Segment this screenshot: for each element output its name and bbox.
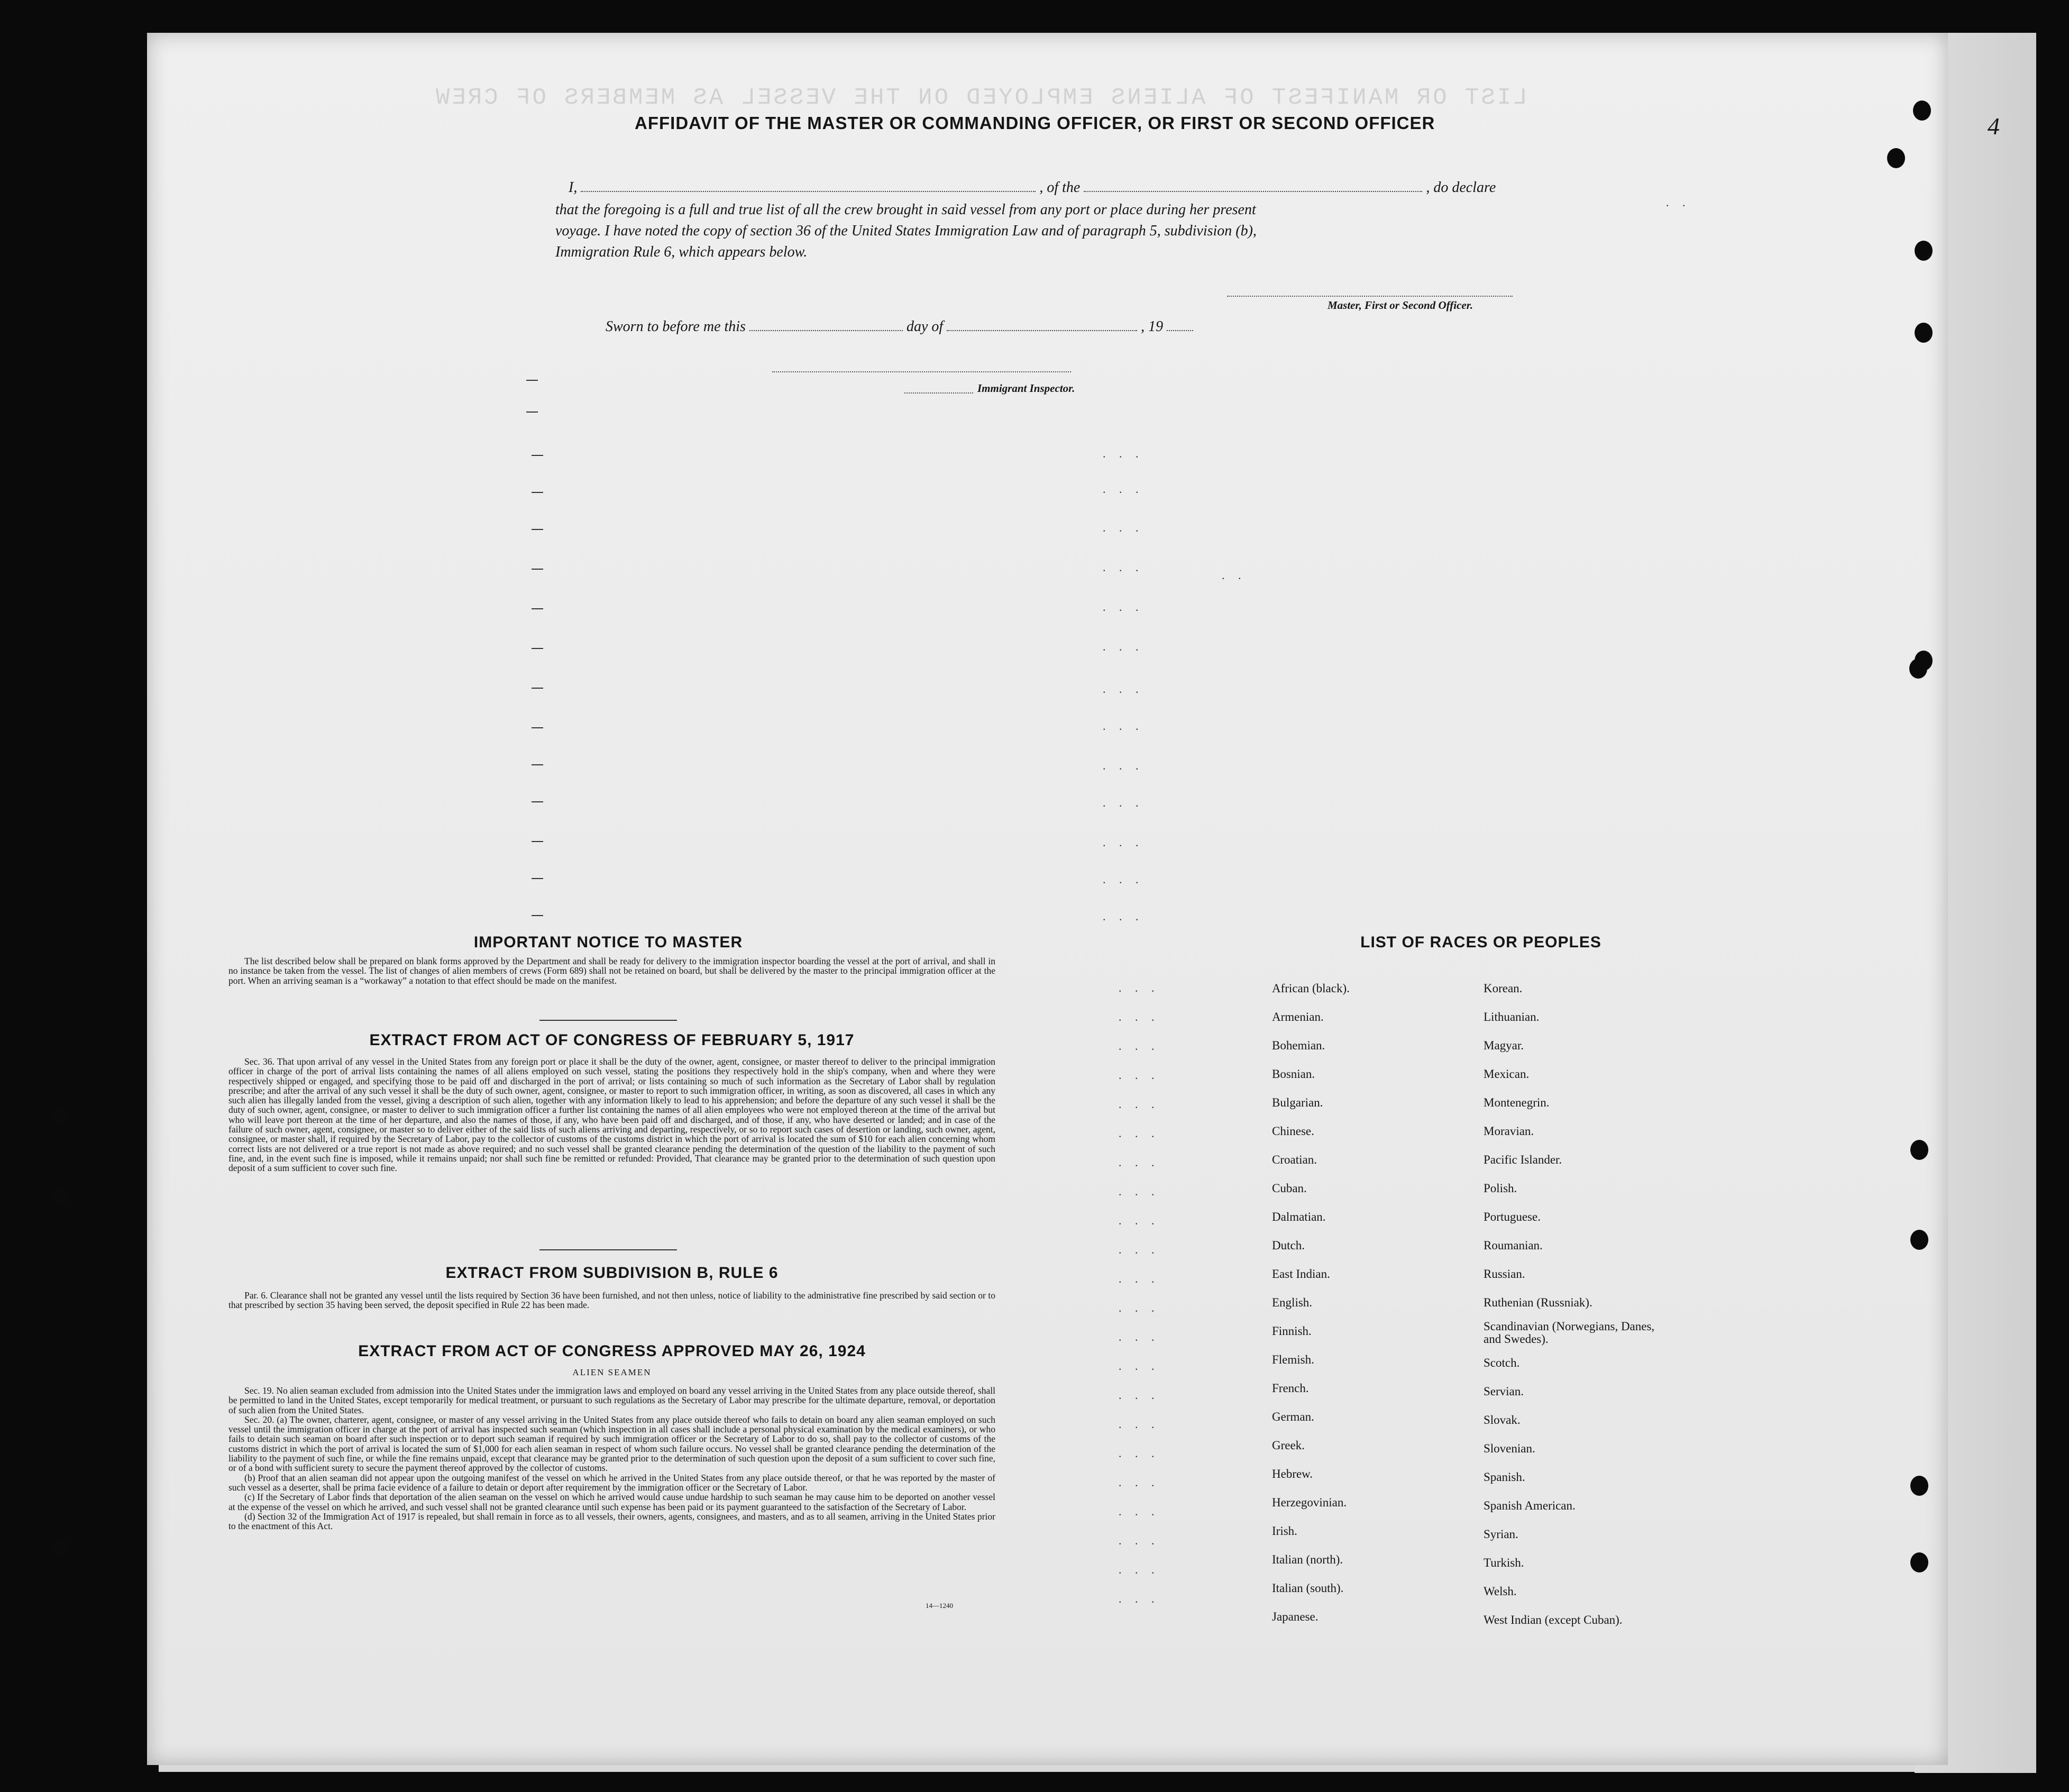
race-item: Syrian. xyxy=(1484,1528,1518,1541)
dot-marks: . . . xyxy=(1119,1068,1160,1082)
race-item: Dutch. xyxy=(1272,1239,1305,1252)
binder-hole xyxy=(52,1537,70,1557)
race-item: Moravian. xyxy=(1484,1124,1534,1138)
dot-marks: . . . xyxy=(1119,1098,1160,1111)
race-item: English. xyxy=(1272,1296,1313,1309)
extract-1917-title: EXTRACT FROM ACT OF CONGRESS OF FEBRUARY 5, 1917 xyxy=(369,1031,855,1049)
affidavit-line-3: voyage. I have noted the copy of section 36 of the United States Immigration Law and of paragraph 5, subdivision (b), xyxy=(555,223,1257,239)
row-dash xyxy=(532,915,543,916)
binder-hole xyxy=(1910,1552,1928,1572)
divider xyxy=(539,1249,677,1250)
race-item: Polish. xyxy=(1484,1182,1517,1195)
race-item: Croatian. xyxy=(1272,1153,1317,1166)
dot-marks: . . . xyxy=(1103,759,1144,772)
dot-marks: . . . xyxy=(1103,447,1144,460)
affidavit-line-2: that the foregoing is a full and true list of all the crew brought in said vessel from any port or place during her present xyxy=(555,202,1256,218)
dot-marks: . . . xyxy=(1103,682,1144,696)
inspector-prefix-line xyxy=(904,391,973,394)
binder-hole xyxy=(1910,1140,1928,1160)
dot-marks: . . . xyxy=(1119,1330,1160,1343)
dot-marks: . . . xyxy=(1119,1418,1160,1431)
dot-marks: . . . xyxy=(1119,1388,1160,1402)
race-item: Hebrew. xyxy=(1272,1467,1313,1480)
divider xyxy=(539,1020,677,1021)
extract-1924-body xyxy=(228,1386,995,1531)
row-dash xyxy=(532,569,543,570)
race-item: Portuguese. xyxy=(1484,1210,1541,1223)
race-item: Korean. xyxy=(1484,982,1523,995)
row-dash xyxy=(532,455,543,456)
race-item: Chinese. xyxy=(1272,1124,1314,1138)
dot-marks: . . . xyxy=(1119,1185,1160,1198)
inspector-label: Immigrant Inspector. xyxy=(977,382,1075,395)
dot-marks: . . . xyxy=(1103,836,1144,849)
binder-hole xyxy=(1910,1476,1928,1496)
race-item: Welsh. xyxy=(1484,1585,1517,1598)
races-column-2 xyxy=(1484,974,1658,1634)
races-title: LIST OF RACES OR PEOPLES xyxy=(1360,934,1601,951)
affidavit-line-4: Immigration Rule 6, which appears below. xyxy=(555,244,808,260)
race-item: Servian. xyxy=(1484,1385,1524,1398)
binder-hole xyxy=(52,1187,70,1207)
extract-1924-paragraph: Sec. 19. No alien seaman excluded from admission into the United States under the immigration laws and employed on board any vessel arriving in the United States from any place outside thereof, shall be permitted to land in the United States, except temporarily for medical treatment, or pursuant to such regulations as the Secretary of Labor may prescribe for the ultimate departure, removal, or deportation of such alien from the United States. xyxy=(228,1385,995,1415)
race-item: African (black). xyxy=(1272,982,1350,995)
row-dash xyxy=(532,878,543,879)
dot-marks: . . . xyxy=(1119,1447,1160,1460)
dot-marks: . . . xyxy=(1103,561,1144,574)
form-number: 14—1240 xyxy=(926,1602,953,1610)
master-signature-label: Master, First or Second Officer. xyxy=(1328,299,1473,312)
binder-hole xyxy=(1915,323,1933,343)
affidavit-title: AFFIDAVIT OF THE MASTER OR COMMANDING OFFICER, OR FIRST OR SECOND OFFICER xyxy=(635,113,1435,133)
subdivision-text: Par. 6. Clearance shall not be granted any vessel until the lists required by Section 36 have been furnished, and not then unless, notice of liability to the administrative fine prescribed by said section or to that prescribed by section 35 having been served, the deposit specified in Rule 22 has been made. xyxy=(228,1290,995,1311)
race-item: Armenian. xyxy=(1272,1010,1324,1023)
sworn-date-field[interactable] xyxy=(749,318,903,331)
race-item: French. xyxy=(1272,1382,1309,1395)
row-dash xyxy=(532,764,543,765)
race-item: Montenegrin. xyxy=(1484,1096,1550,1109)
dot-marks: . . . xyxy=(1119,1563,1160,1576)
dot-marks: . . . xyxy=(1103,796,1144,809)
inspector-signature-line[interactable] xyxy=(772,370,1071,372)
dot-marks: . . xyxy=(1666,196,1691,209)
dot-marks: . . . xyxy=(1119,1534,1160,1547)
dot-marks: . . . xyxy=(1103,521,1144,534)
margin-mark: 4 xyxy=(1988,113,2000,140)
race-item: Flemish. xyxy=(1272,1353,1314,1366)
race-item: Japanese. xyxy=(1272,1610,1319,1623)
dot-marks: . . . xyxy=(1119,1272,1160,1285)
dot-marks: . . . xyxy=(1119,1301,1160,1314)
dot-marks: . . . xyxy=(1119,1243,1160,1256)
races-column-1 xyxy=(1272,974,1350,1631)
race-item: Mexican. xyxy=(1484,1067,1530,1081)
row-dash xyxy=(526,412,538,413)
race-item: Scotch. xyxy=(1484,1356,1520,1369)
dot-marks: . . . xyxy=(1119,1214,1160,1227)
row-dash xyxy=(532,688,543,689)
race-item: Russian. xyxy=(1484,1267,1525,1281)
race-item: Herzegovinian. xyxy=(1272,1496,1347,1509)
extract-1924-title: EXTRACT FROM ACT OF CONGRESS APPROVED MAY 26, 1924 xyxy=(358,1342,866,1360)
race-item: Slovenian. xyxy=(1484,1442,1535,1455)
race-item: Italian (south). xyxy=(1272,1581,1344,1595)
extract-1924-paragraph: (c) If the Secretary of Labor finds that deportation of the alien seaman on the vessel on which he arrived would cause undue hardship to such seaman he may cause him to be deported on another vessel at the expense of the vessel on which he arrived, and such vessel shall not be granted clearance until such expense has been paid or its payment guaranteed to the satisfaction of the Secretary of Labor. xyxy=(228,1492,995,1512)
affidavit-declare: , do declare xyxy=(1426,179,1496,196)
dot-marks: . . . xyxy=(1103,719,1144,733)
dot-marks: . . . xyxy=(1119,1359,1160,1373)
dot-marks: . . . xyxy=(1119,981,1160,994)
dot-marks: . . . xyxy=(1119,1010,1160,1023)
race-item: Scandinavian (Norwegians, Danes, and Swedes). xyxy=(1484,1320,1655,1346)
dot-marks: . . . xyxy=(1103,873,1144,886)
dot-marks: . . . xyxy=(1103,640,1144,653)
race-item: Irish. xyxy=(1272,1524,1297,1538)
dot-marks: . . . xyxy=(1103,600,1144,614)
binder-hole xyxy=(52,1107,70,1127)
race-item: German. xyxy=(1272,1410,1314,1423)
binder-hole xyxy=(1915,241,1933,261)
race-item: West Indian (except Cuban). xyxy=(1484,1613,1623,1626)
binder-hole xyxy=(1910,1230,1928,1250)
race-item: Italian (north). xyxy=(1272,1553,1343,1566)
row-dash xyxy=(532,492,543,493)
extract-1924-paragraph: (b) Proof that an alien seaman did not appear upon the outgoing manifest of the vessel on which he arrived in the United States from any place outside thereof, or that he was reported by the master of such vessel as a deserter, shall be prima facie evidence of a failure to detain or deport after requirement by the immigration officer or the Secretary of Labor. xyxy=(228,1472,995,1493)
affidavit-line-1 xyxy=(569,177,1558,198)
affidavit-i: I, xyxy=(569,179,578,196)
bleed-through: LIST OR MANIFEST OF ALIENS EMPLOYED ON THE VESSEL AS MEMBERS OF CREW xyxy=(434,85,1527,111)
race-item: Spanish. xyxy=(1484,1470,1525,1484)
row-dash xyxy=(532,801,543,802)
sworn-year-label: , 19 xyxy=(1141,318,1164,335)
race-item: Spanish American. xyxy=(1484,1499,1576,1512)
race-item: Turkish. xyxy=(1484,1556,1524,1569)
race-item: Magyar. xyxy=(1484,1039,1524,1052)
race-item: Slovak. xyxy=(1484,1413,1521,1427)
sworn-year-field[interactable] xyxy=(1167,318,1193,331)
binder-hole xyxy=(1913,100,1931,121)
alien-seamen-subtitle: ALIEN SEAMEN xyxy=(572,1367,652,1377)
race-item: Roumanian. xyxy=(1484,1239,1543,1252)
binder-hole xyxy=(1909,659,1927,679)
dot-marks: . . . xyxy=(1119,1592,1160,1605)
dot-marks: . . . xyxy=(1103,482,1144,496)
dot-marks: . . . xyxy=(1119,1127,1160,1140)
dot-marks: . . . xyxy=(1119,1156,1160,1169)
row-dash xyxy=(526,380,538,381)
row-dash xyxy=(532,841,543,842)
race-item: Ruthenian (Russniak). xyxy=(1484,1296,1592,1309)
sworn-prefix: Sworn to before me this xyxy=(606,318,746,335)
race-item: Cuban. xyxy=(1272,1182,1307,1195)
race-item: Pacific Islander. xyxy=(1484,1153,1562,1166)
name-field[interactable] xyxy=(581,179,1036,192)
dot-marks: . . . xyxy=(1119,1476,1160,1489)
vessel-field[interactable] xyxy=(1084,179,1422,192)
race-item: Bulgarian. xyxy=(1272,1096,1323,1109)
row-dash xyxy=(532,608,543,609)
notice-text: The list described below shall be prepared on blank forms approved by the Department and shall be ready for delivery to the immigration inspector boarding the vessel at the port of arrival, and shall in no instance be taken from the vessel. The list of changes of alien members of crews (Form 689) shall not be retained on board, but shall be delivered by the master to the principal immigration officer at the port. When an arriving seaman is a “workaway” a notation to that effect should be made on the manifest. xyxy=(228,956,995,986)
race-item: East Indian. xyxy=(1272,1267,1330,1281)
extract-1917-text: Sec. 36. That upon arrival of any vessel in the United States from any foreign port or place it shall be the duty of the owner, agent, consignee, or master thereof to deliver to the principal immigration officer in charge of the port of arrival lists containing the names of all aliens employed on such vessel, stating the positions they respectively hold in the ship's company, when and where they were respectively shipped or engaged, and specifying those to be paid off and discharged in the port of arrival; or lists containing so much of such information as the Secretary of Labor shall by regulation prescribe; and after the arrival of any such vessel it shall be the duty of such owner, agent, consignee, or master to report to such immigration officer, in writing, as soon as discovered, all cases in which any such alien has illegally landed from the vessel, giving a description of such alien, together with any information likely to lead to his apprehension; and before the departure of any such vessel it shall be the duty of such owner, agent, consignee, or master to deliver to such immigration officer a further list containing the names of all alien employees who were not employed thereon at the time of the arrival but who will leave port thereon at the time of her departure, and also the names of those, if any, who have been paid off and discharged, and of those, if any, who have deserted or landed; and in case of the failure of such owner, agent, consignee, or master so to deliver either of the said lists of such aliens arriving and departing, respectively, or so to report such cases of desertion or landing, such owner, agent, consignee, or master shall, if required by the Secretary of Labor, pay to the collector of customs of the customs district in which the port of arrival is located the sum of $10 for each alien concerning whom correct lists are not delivered or a true report is not made as above required; and no such vessel shall be granted clearance pending the determination of the question of the liability to the payment of such fine, and, in the event such fine is imposed, while it remains unpaid; nor shall such fine be remitted or refunded: Provided, That clearance may be granted prior to the determination of such question upon deposit of a sum sufficient to cover such fine. xyxy=(228,1056,995,1174)
race-item: Lithuanian. xyxy=(1484,1010,1540,1023)
row-dash xyxy=(532,727,543,728)
dot-marks: . . xyxy=(1222,569,1247,582)
sworn-day-label: day of xyxy=(906,318,944,335)
dot-marks: . . . xyxy=(1119,1039,1160,1053)
race-item: Bohemian. xyxy=(1272,1039,1325,1052)
subdivision-title: EXTRACT FROM SUBDIVISION B, RULE 6 xyxy=(445,1264,779,1282)
affidavit-of-the: , of the xyxy=(1039,179,1081,196)
binder-hole xyxy=(1887,148,1905,168)
row-dash xyxy=(532,529,543,530)
race-item: Greek. xyxy=(1272,1439,1305,1452)
sworn-line xyxy=(606,316,1193,337)
sworn-month-field[interactable] xyxy=(947,318,1137,331)
extract-1924-paragraph: Sec. 20. (a) The owner, charterer, agent, consignee, or master of any vessel arriving in the United States from any place outside thereof who fails to detain on board any alien seaman employed on such vessel until the immigration officer in charge at the port of arrival has inspected such seaman (which inspection in all cases shall include a personal physical examination by the medical examiners), or who fails to detain such seaman on board after such inspection or to deport such seaman if required by such immigration officer or the Secretary of Labor to do so, shall pay to the collector of customs of the customs district in which the port of arrival is located the sum of $1,000 for each alien seaman in respect of whom such failure occurs. No vessel shall be granted clearance pending the determination of the liability to the payment of such fine, or while the fine remains unpaid, except that clearance may be granted prior to the determination of such question upon the deposit of a sum sufficient to cover such fine, or of a bond with sufficient surety to secure the payment thereof approved by the collector of customs. xyxy=(228,1414,995,1474)
master-signature-line[interactable] xyxy=(1227,295,1513,297)
dot-marks: . . . xyxy=(1103,910,1144,923)
race-item: Dalmatian. xyxy=(1272,1210,1326,1223)
row-dash xyxy=(532,648,543,649)
dot-marks: . . . xyxy=(1119,1505,1160,1518)
race-item: Bosnian. xyxy=(1272,1067,1315,1081)
notice-title: IMPORTANT NOTICE TO MASTER xyxy=(473,934,743,951)
extract-1924-paragraph: (d) Section 32 of the Immigration Act of 1917 is repealed, but shall remain in force as to all vessels, their owners, agents, consignees, and masters, and as to all seamen, arriving in the United States prior to the enactment of this Act. xyxy=(228,1511,995,1532)
race-item: Finnish. xyxy=(1272,1324,1312,1338)
